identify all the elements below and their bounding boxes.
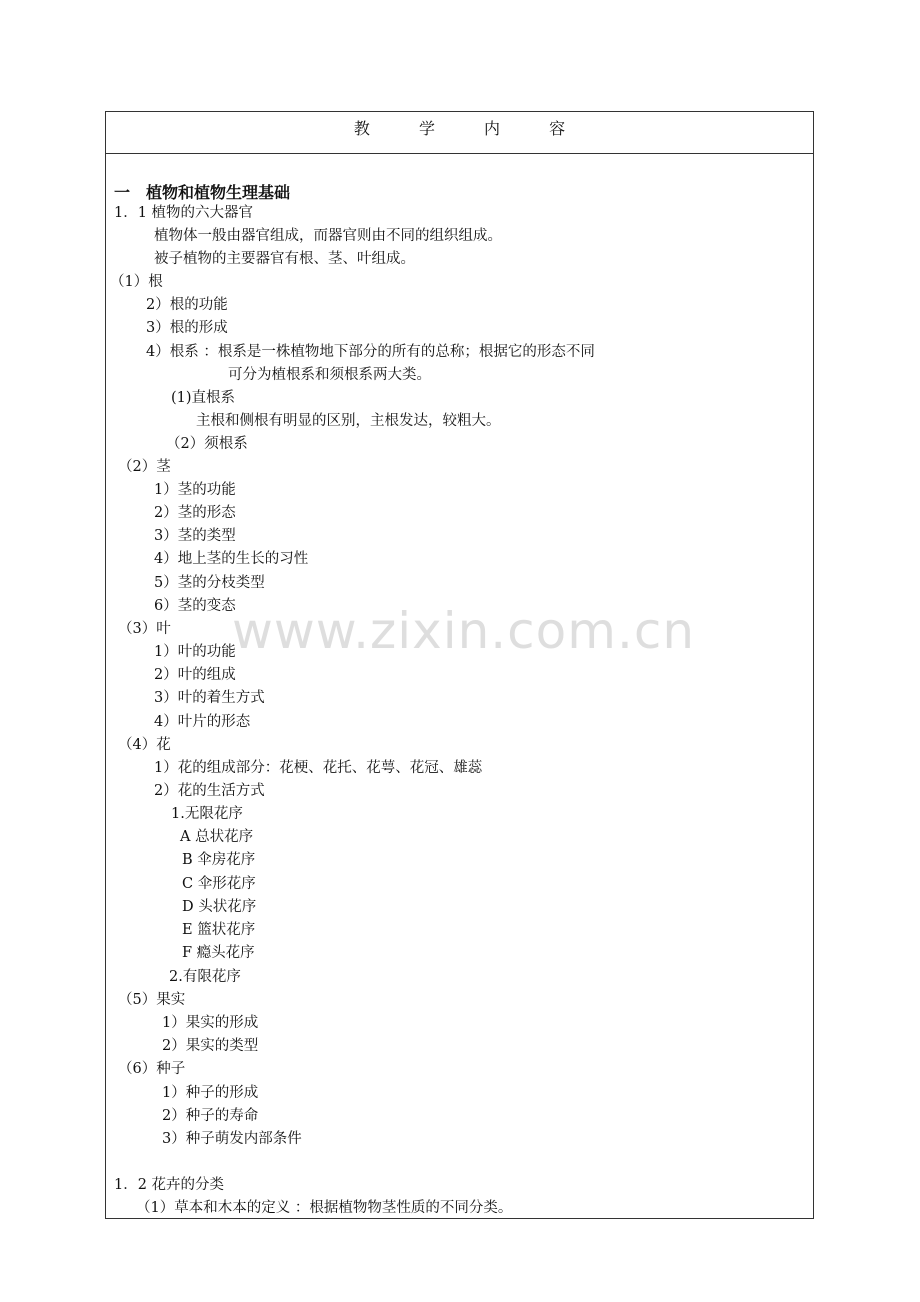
- text-line: （6）种子: [118, 1061, 186, 1077]
- text-line: 3）叶的着生方式: [154, 690, 265, 706]
- text-line: 4）地上茎的生长的习性: [154, 551, 309, 567]
- text-line: 2）叶的组成: [154, 667, 236, 683]
- text-line: E 篮状花序: [182, 922, 256, 938]
- text-line: 植物体一般由器官组成，而器官则由不同的组织组成。: [154, 228, 502, 244]
- text-line: 2）花的生活方式: [154, 783, 265, 799]
- text-line: （1）草本和木本的定义 ：根据植物物茎性质的不同分类。: [136, 1200, 513, 1216]
- text-line: 4）根系 ：根系是一株植物地下部分的所有的总称；根据它的形态不同: [146, 344, 595, 360]
- text-line: 1）种子的形成: [162, 1085, 259, 1101]
- text-line: （5）果实: [118, 992, 186, 1008]
- text-line: （1）根: [110, 274, 163, 290]
- text-line: 1）叶的功能: [154, 644, 236, 660]
- text-line: 6）茎的变态: [154, 598, 236, 614]
- text-line: 1．1 植物的六大器官: [114, 205, 254, 221]
- watermark: www.zixin.com.cn: [232, 602, 696, 660]
- text-line: 被子植物的主要器官有根、茎、叶组成。: [154, 251, 415, 267]
- text-line: B 伞房花序: [182, 852, 256, 868]
- text-line: （3）叶: [118, 621, 171, 637]
- text-line: 5）茎的分枝类型: [154, 575, 265, 591]
- text-line: （2）茎: [118, 459, 171, 475]
- text-line: （2）须根系: [166, 436, 248, 452]
- text-line: 2）种子的寿命: [162, 1108, 259, 1124]
- text-line: C 伞形花序: [182, 876, 256, 892]
- text-line: 2）根的功能: [146, 297, 228, 313]
- text-line: 主根和侧根有明显的区别，主根发达，较粗大。: [196, 413, 501, 429]
- text-line: 1）果实的形成: [162, 1015, 259, 1031]
- text-line: 4）叶片的形态: [154, 714, 251, 730]
- text-line: 2）果实的类型: [162, 1038, 259, 1054]
- text-line: 1.无限花序: [171, 806, 243, 822]
- text-line: (1)直根系: [171, 390, 236, 406]
- text-line: 1．2 花卉的分类: [114, 1177, 225, 1193]
- text-line: （4）花: [118, 737, 171, 753]
- text-line: D 头状花序: [182, 899, 257, 915]
- text-line: 2.有限花序: [169, 969, 241, 985]
- text-line: 3）茎的类型: [154, 528, 236, 544]
- header-divider: [106, 153, 813, 154]
- text-line: 2）茎的形态: [154, 505, 236, 521]
- table-header: 教 学 内 容: [353, 119, 588, 138]
- text-line: A 总状花序: [180, 829, 254, 845]
- text-line: 3）根的形成: [146, 320, 228, 336]
- text-line: 1）花的组成部分：花梗、花托、花萼、花冠、雄蕊: [154, 760, 483, 776]
- text-line: 1）茎的功能: [154, 482, 236, 498]
- text-line: 可分为植根系和须根系两大类。: [228, 367, 431, 383]
- text-line: F 瘾头花序: [182, 945, 255, 961]
- section-title: 一 植物和植物生理基础: [114, 183, 291, 202]
- text-line: 3）种子萌发内部条件: [162, 1131, 302, 1147]
